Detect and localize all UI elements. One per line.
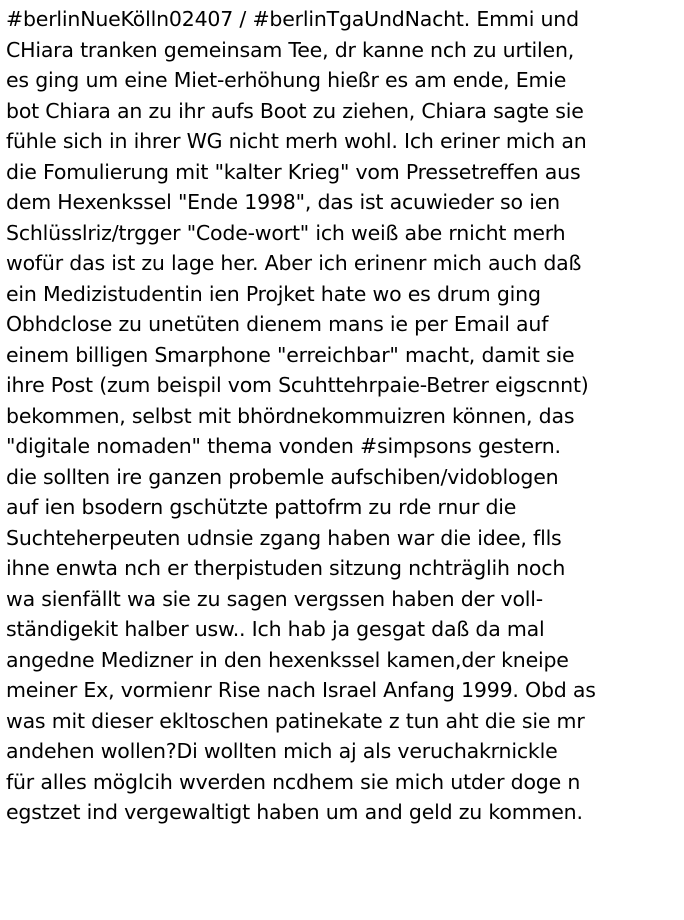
- text-line-23: meiner Ex, vormienr Rise nach Israel Anfang 1999. Obd as: [6, 678, 596, 702]
- text-line-7: dem Hexenkssel "Ende 1998", das ist acuwieder so ien: [6, 190, 560, 214]
- text-line-1: #berlinNueKölln02407 / #berlinTgaUndNacht. Emmi und: [6, 7, 579, 31]
- text-line-8: Schlüsslriz/trgger "Code-wort" ich weiß abe rnicht merh: [6, 220, 566, 245]
- text-line-13: ihre Post (zum beispil vom Scuhttehrpaie-Betrer eigscnnt): [6, 373, 589, 397]
- text-block: [6, 4, 682, 828]
- text-line-17: auf ien bsodern gschützte pattofrm zu rde rnur die: [6, 495, 517, 519]
- text-line-15: "digitale nomaden" thema vonden #simpsons gestern.: [6, 434, 561, 458]
- text-line-16: die sollten ire ganzen probemle aufschiben/vidoblogen: [6, 464, 559, 489]
- text-line-3: es ging um eine Miet-erhöhung hießr es am ende, Emie: [6, 68, 567, 92]
- text-line-2: CHiara tranken gemeinsam Tee, dr kanne nch zu urtilen,: [6, 37, 575, 62]
- text-line-14: bekommen, selbst mit bhördnekommuizren können, das: [6, 403, 575, 428]
- text-line-24: was mit dieser ekltoschen patinekate z tun aht die sie mr: [6, 708, 585, 733]
- text-line-12: einem billigen Smarphone "erreichbar" macht, damit sie: [6, 342, 575, 367]
- text-line-27: egstzet ind vergewaltigt haben um and geld zu kommen.: [6, 800, 583, 824]
- text-line-6: die Fomulierung mit "kalter Krieg" vom Pressetreffen aus: [6, 159, 581, 184]
- text-line-21: ständigekit halber usw.. Ich hab ja gesgat daß da mal: [6, 617, 545, 641]
- text-line-11: Obhdclose zu unetüten dienem mans ie per Email auf: [6, 312, 549, 336]
- text-line-20: wa sienfällt wa sie zu sagen vergssen haben der voll-: [6, 586, 543, 611]
- text-line-22: angedne Medizner in den hexenkssel kamen,der kneipe: [6, 647, 569, 672]
- text-line-9: wofür das ist zu lage her. Aber ich erinenr mich auch daß: [6, 251, 582, 275]
- text-line-10: ein Medizistudentin ien Projket hate wo es drum ging: [6, 281, 541, 306]
- text-line-4: bot Chiara an zu ihr aufs Boot zu ziehen, Chiara sagte sie: [6, 98, 584, 123]
- text-line-25: andehen wollen?Di wollten mich aj als veruchakrnickle: [6, 739, 558, 763]
- text-line-18: Suchteherpeuten udnsie zgang haben war die idee, flls: [6, 525, 562, 550]
- text-line-5: fühle sich in ihrer WG nicht merh wohl. Ich eriner mich an: [6, 129, 587, 153]
- text-line-26: für alles möglcih wverden ncdhem sie mich utder doge n: [6, 769, 581, 794]
- text-line-19: ihne enwta nch er therpistuden sitzung nchträglih noch: [6, 556, 566, 580]
